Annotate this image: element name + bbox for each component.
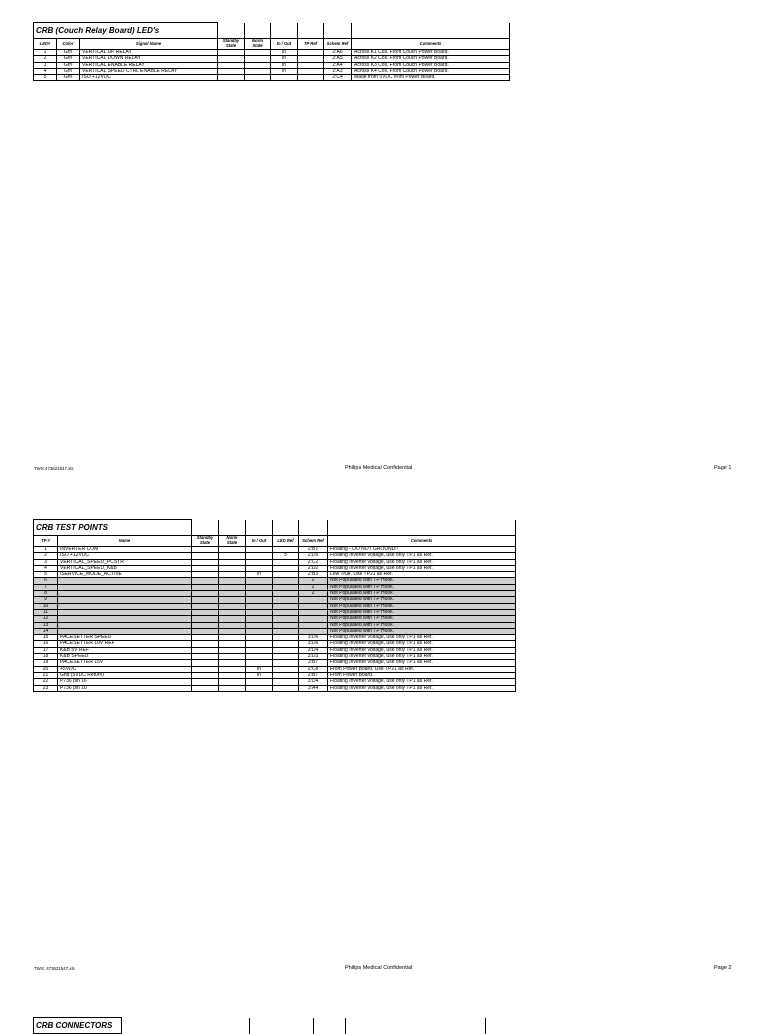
- footer-page-number: Page 1: [714, 465, 732, 471]
- table-cell: Not Populated with TP Hook.: [328, 616, 516, 622]
- table-cell: 5: [273, 553, 299, 559]
- table-cell: 12: [34, 616, 58, 622]
- table-cell: Grn: [57, 50, 80, 56]
- table-cell: 2:A6: [324, 50, 352, 56]
- table-cell: 2:C4: [324, 75, 352, 81]
- table-cell: 15: [34, 635, 58, 641]
- table-cell: P736 pin 16: [58, 679, 192, 685]
- table-cell: Across K2 Coil. From Couch Power Board.: [352, 56, 510, 62]
- table-cell: Low True. Use TP21 as Ref.: [328, 572, 516, 578]
- table-cell: In: [271, 68, 298, 74]
- table-row: [34, 685, 516, 691]
- table-title: CRB CONNECTORS: [34, 1018, 122, 1034]
- table-cell: [298, 75, 324, 81]
- table-cell: In: [271, 50, 298, 56]
- table-cell: 1: [34, 50, 57, 56]
- led-table: [33, 22, 510, 81]
- table-cell: 3:D3: [299, 654, 328, 660]
- table-cell: Grn: [57, 56, 80, 62]
- table-cell: 4: [34, 68, 57, 74]
- table-cell: [218, 75, 245, 81]
- table-cell: 3: [34, 62, 57, 68]
- table-cell: [219, 685, 246, 691]
- table-cell: 2: [299, 584, 328, 590]
- table-cell: Floating Inverter voltage, use only TP1 as Ref.: [328, 654, 516, 660]
- table-cell: 2: [299, 591, 328, 597]
- table-cell: 17: [34, 647, 58, 653]
- footer-confidential: Philips Medical Confidential: [345, 965, 413, 971]
- table-cell: PACESETTER SPEED: [58, 635, 192, 641]
- table-cell: In: [271, 56, 298, 62]
- table-cell: In: [246, 672, 273, 678]
- column-header: Comments: [352, 39, 510, 50]
- table-cell: VERTICAL UP RELAY: [80, 50, 218, 56]
- column-header: LED#: [34, 39, 57, 50]
- table-cell: 2:C2: [299, 559, 328, 565]
- table-cell: In: [246, 666, 273, 672]
- table-cell: 2:B7: [299, 672, 328, 678]
- table-cell: 19: [34, 660, 58, 666]
- table-cell: VERTICAL SPEED CTRL ENABLE RELAY: [80, 68, 218, 74]
- table-cell: Floating Inverter voltage, use only TP1 as Ref.: [328, 641, 516, 647]
- table-cell: 3:D6: [299, 635, 328, 641]
- table-cell: 3:B7: [299, 660, 328, 666]
- table-cell: 22: [34, 679, 58, 685]
- table-cell: ISO +12VDC: [58, 553, 192, 559]
- table-cell: K&B SPEED: [58, 654, 192, 660]
- table-cell: 16: [34, 641, 58, 647]
- table-cell: Floating Inverter voltage, use only TP1 as Ref.: [328, 635, 516, 641]
- table-cell: In: [246, 572, 273, 578]
- table-cell: INVERTER COM: [58, 547, 192, 553]
- table-cell: 8: [34, 591, 58, 597]
- table-cell: VERTICAL_SPEED_K&B: [58, 565, 192, 571]
- table-cell: 2:A3: [324, 68, 352, 74]
- table-cell: 2: [299, 578, 328, 584]
- table-cell: K&B 5V REF: [58, 647, 192, 653]
- table-cell: 3:D6: [299, 641, 328, 647]
- table-cell: PACESETTER 10V REF: [58, 641, 192, 647]
- table-cell: Not Populated with TP Hook.: [328, 578, 516, 584]
- table-cell: [246, 685, 273, 691]
- table-cell: Not Populated with TP Hook.: [328, 597, 516, 603]
- table-cell: From Power Board. Use TP21 as Ref.: [328, 666, 516, 672]
- table-cell: 21: [34, 672, 58, 678]
- table-cell: Made from 5VDC from Power Board.: [352, 75, 510, 81]
- table-cell: Floating Inverter voltage, use only TP1 as Ref.: [328, 685, 516, 691]
- footer-page-number: Page 2: [714, 965, 732, 971]
- table-cell: Across K3 Coil. From Couch Power Board.: [352, 62, 510, 68]
- table-cell: Floating Inverter voltage, use only TP1 as Ref.: [328, 553, 516, 559]
- column-header: Norm State: [219, 536, 246, 547]
- table-cell: VERTICAL_SPEED_PCSTR: [58, 559, 192, 565]
- footer-filename: TWS:473621547.xls: [34, 466, 74, 471]
- table-cell: PACESETTER 15V: [58, 660, 192, 666]
- table-cell: 5: [34, 572, 58, 578]
- table-cell: Grn: [57, 75, 80, 81]
- column-header: Schem Ref: [324, 39, 352, 50]
- table-cell: Floating Inverter voltage, use only TP1 as Ref.: [328, 565, 516, 571]
- table-cell: 20: [34, 666, 58, 672]
- table-cell: [245, 75, 271, 81]
- table-cell: VERTICAL ENABLE RELAY: [80, 62, 218, 68]
- table-cell: 9: [34, 597, 58, 603]
- table-cell: 13: [34, 622, 58, 628]
- table-cell: 3: [34, 559, 58, 565]
- table-cell: Not Populated with TP Hook.: [328, 622, 516, 628]
- column-header: LED Ref: [273, 536, 299, 547]
- table-cell: 2:D5: [299, 553, 328, 559]
- table-cell: In: [271, 62, 298, 68]
- table-cell: 3:A4: [299, 685, 328, 691]
- table-row: [34, 75, 510, 81]
- table-cell: Not Populated with TP Hook.: [328, 609, 516, 615]
- table-cell: 2:A4: [324, 62, 352, 68]
- table-cell: Floating Inverter voltage, use only TP1 as Ref.: [328, 559, 516, 565]
- table-cell: 3:D4: [299, 679, 328, 685]
- table-cell: 2:B1: [299, 547, 328, 553]
- table-cell: 2:B3: [299, 572, 328, 578]
- table-cell: Not Populated with TP Hook.: [328, 591, 516, 597]
- table-cell: VERTICAL DOWN RELAY: [80, 56, 218, 62]
- table-cell: 23: [34, 685, 58, 691]
- table-cell: Across K1 Coil. From Couch Power Board.: [352, 50, 510, 56]
- table-cell: 4: [34, 565, 58, 571]
- table-cell: 1: [34, 547, 58, 553]
- table-cell: From Power Board.: [328, 672, 516, 678]
- table-cell: [271, 75, 298, 81]
- page-1: [0, 0, 768, 500]
- column-header: TP Ref: [298, 39, 324, 50]
- column-header: Signal Name: [80, 39, 218, 50]
- table-cell: Grn: [57, 62, 80, 68]
- column-header: Standby State: [192, 536, 219, 547]
- table-cell: 11: [34, 609, 58, 615]
- footer-filename: TWS: 473621547.xls: [34, 966, 75, 971]
- table-cell: Gnd (5VDC Return): [58, 672, 192, 678]
- table-cell: Across K4 Coil. From Couch Power Board.: [352, 68, 510, 74]
- table-cell: ISO +12VDC: [80, 75, 218, 81]
- table-cell: P736 pin 10: [58, 685, 192, 691]
- column-header: Name: [58, 536, 192, 547]
- column-header: Schem Ref: [299, 536, 328, 547]
- column-header: Color: [57, 39, 80, 50]
- table-cell: Floating Inverter voltage, use only TP1 as Ref.: [328, 679, 516, 685]
- table-cell: Not Populated with TP Hook.: [328, 603, 516, 609]
- table-cell: [192, 685, 219, 691]
- page-2: [0, 500, 768, 1000]
- table-cell: 6: [34, 578, 58, 584]
- column-header: Comments: [328, 536, 516, 547]
- test-points-table: [33, 519, 516, 692]
- table-cell: 2: [34, 56, 57, 62]
- connectors-table: [33, 1017, 486, 1034]
- column-header: Norm State: [245, 39, 271, 50]
- table-cell: 7: [34, 584, 58, 590]
- table-cell: 2: [34, 553, 58, 559]
- column-header: In / Out: [271, 39, 298, 50]
- table-cell: 2:D2: [299, 565, 328, 571]
- table-cell: 5: [34, 75, 57, 81]
- table-title: CRB TEST POINTS: [34, 520, 192, 536]
- table-title: CRB (Couch Relay Board) LED's: [34, 23, 218, 39]
- table-cell: [273, 685, 299, 691]
- column-header: Standby State: [218, 39, 245, 50]
- table-cell: Floating - DO NOT GROUND!!: [328, 547, 516, 553]
- table-cell: Grn: [57, 68, 80, 74]
- table-cell: Floating Inverter voltage, use only TP1 as Ref.: [328, 660, 516, 666]
- footer-confidential: Philips Medical Confidential: [345, 465, 413, 471]
- table-cell: 3:D4: [299, 647, 328, 653]
- page-3: [0, 1000, 768, 1030]
- table-cell: /SERVICE_MODE_ACTIVE: [58, 572, 192, 578]
- column-header: TP #: [34, 536, 58, 547]
- table-cell: 14: [34, 628, 58, 634]
- table-cell: 2:C8: [299, 666, 328, 672]
- table-cell: +5VDC: [58, 666, 192, 672]
- table-cell: Not Populated with TP Hook.: [328, 628, 516, 634]
- table-cell: 18: [34, 654, 58, 660]
- column-header: In / Out: [246, 536, 273, 547]
- table-cell: Not Populated with TP Hook.: [328, 584, 516, 590]
- table-cell: 10: [34, 603, 58, 609]
- table-cell: 2:A5: [324, 56, 352, 62]
- table-cell: Floating Inverter voltage, use only TP1 as Ref.: [328, 647, 516, 653]
